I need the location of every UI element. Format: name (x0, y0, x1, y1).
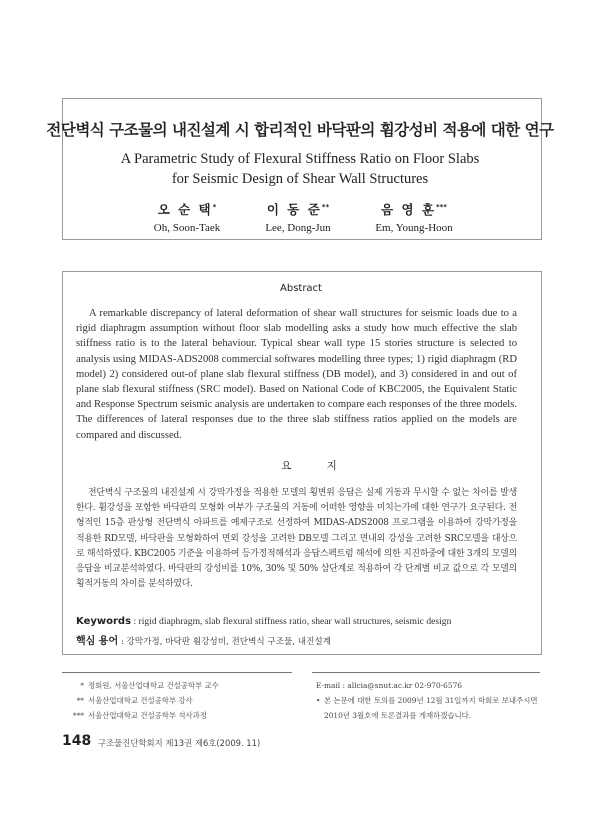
author-2-mark: ** (321, 202, 330, 211)
keywords-label: Keywords (76, 616, 132, 627)
footnote-divider-right (312, 672, 540, 673)
keywords-korean-label: 핵심 용어 (76, 636, 119, 647)
footnote-divider-left (62, 672, 292, 673)
page-number: 148 (62, 733, 92, 749)
summary-heading: 요 지 (281, 460, 353, 472)
english-title-line2: for Seismic Design of Shear Wall Structures (171, 171, 429, 187)
affiliation-footnotes (62, 678, 312, 723)
korean-title: 전단벽식 구조물의 내진설계 시 합리적인 바닥판의 휨강성비 적용에 대한 연구 (46, 121, 554, 139)
footnote-3-mark: *** (72, 711, 84, 720)
footnote-2 (62, 693, 312, 708)
english-title (0, 149, 600, 189)
author-2-korean: 이 동 준 (266, 202, 322, 217)
author-3-english: Em, Young-Hoon (375, 222, 453, 234)
footnote-2-text: 서울산업대학교 건설공학부 강사 (88, 696, 193, 705)
abstract-heading: Abstract (280, 283, 322, 294)
discussion-note-1 (316, 693, 546, 708)
discussion-note-1-text: 본 논문에 대한 토의를 2009년 12월 31일까지 학회로 보내주시면 (324, 696, 538, 705)
keywords-english (76, 616, 526, 627)
abstract-text: A remarkable discrepancy of lateral deformation of shear wall structures for seismic loads due to a rigid diaphragm assumption without floor slab modelling asks a study how much effective the slab stiffness ratio is to the lateral behaviour. Typical shear wall type 15 stories structure is selected to analysis using MIDAS-ADS2008 commercial softwares modelling three types; 1) rigid diaphragm (RD model) 2) considered out-of plane slab flexural stiffness (DB model), and 3) considered in and out of plane slab flexural stiffness (SRC model). Based on National Code of KBC2005, the Equivalent Static and Response Spectrum seismic analysis are undertaken to compare each responses of the three models. The differences of lateral responses due to the three slab stiffness ratios applied on the models are compared and discussed. (76, 308, 517, 441)
keywords-text: : rigid diaphragm, slab flexural stiffness ratio, shear wall structures, seismic design (133, 616, 452, 627)
journal-citation: 구조물진단학회지 제13권 제6호(2009. 11) (98, 738, 261, 748)
footnote-3-text: 서울산업대학교 건설공학부 석사과정 (88, 711, 207, 720)
english-title-line1: A Parametric Study of Flexural Stiffness Ratio on Floor Slabs (120, 151, 480, 167)
keywords-korean (76, 632, 526, 647)
author-list (0, 200, 600, 240)
bullet-icon: • (316, 696, 321, 705)
footnote-3 (62, 708, 312, 723)
footnote-2-mark: ** (76, 696, 84, 705)
author-3 (334, 200, 494, 234)
footnote-1 (62, 678, 312, 693)
contact-info (316, 678, 546, 723)
author-3-korean: 음 영 훈 (381, 202, 436, 217)
author-1-english: Oh, Soon-Taek (153, 222, 221, 234)
discussion-note-2-text: 2010년 3월호에 토론결과를 게재하겠습니다. (324, 711, 472, 720)
author-2-english: Lee, Dong-Jun (265, 222, 331, 234)
keywords-korean-text: : 강막가정, 바닥판 휨강성비, 전단벽식 구조물, 내진설계 (120, 637, 331, 647)
author-3-mark: *** (435, 202, 447, 211)
summary-text: 전단벽식 구조물의 내진설계 시 강막가정을 적용한 모델의 횡변위 응답은 실제 거동과 무시할 수 없는 차이를 발생한다. 휨강성을 포함한 바닥판의 모형화 여부가 구조물의 거동에 어떠한 영향을 미치는가에 대한 연구가 요구된다. 전형적인 15층 판상형 전단벽식 아파트를 예제구조로 선정하여 MIDAS-ADS2008 프로그램을 이용하여 강막가정을 적용한 RD모델, 바닥판을 모형화하여 면외 강성을 고려한 DB모델 그리고 면내외 강성을 고려한 SRC모델을 대상으로 해석하였다. KBC2005 기준을 이용하여 등가정적해석과 응답스펙트럼 해석에 의한 지진하중에 대한 3개의 모델의 응답을 비교분석하였다. 바닥판의 강성비를 10%, 30% 및 50% 삼단계로 적용하여 각 단계별 비교 값으로 각 모델의 횡적거동의 차이를 분석하였다. (76, 488, 517, 590)
author-1-mark: * (212, 202, 217, 211)
discussion-note-2 (316, 708, 546, 723)
author-1-korean: 오 순 택 (157, 202, 213, 217)
footnote-1-mark: * (80, 681, 84, 690)
contact-email: E-mail : allcia@snut.ac.kr 02-970-6576 (316, 681, 462, 690)
footnote-1-text: 정회원, 서울산업대학교 건설공학부 교수 (88, 681, 219, 690)
